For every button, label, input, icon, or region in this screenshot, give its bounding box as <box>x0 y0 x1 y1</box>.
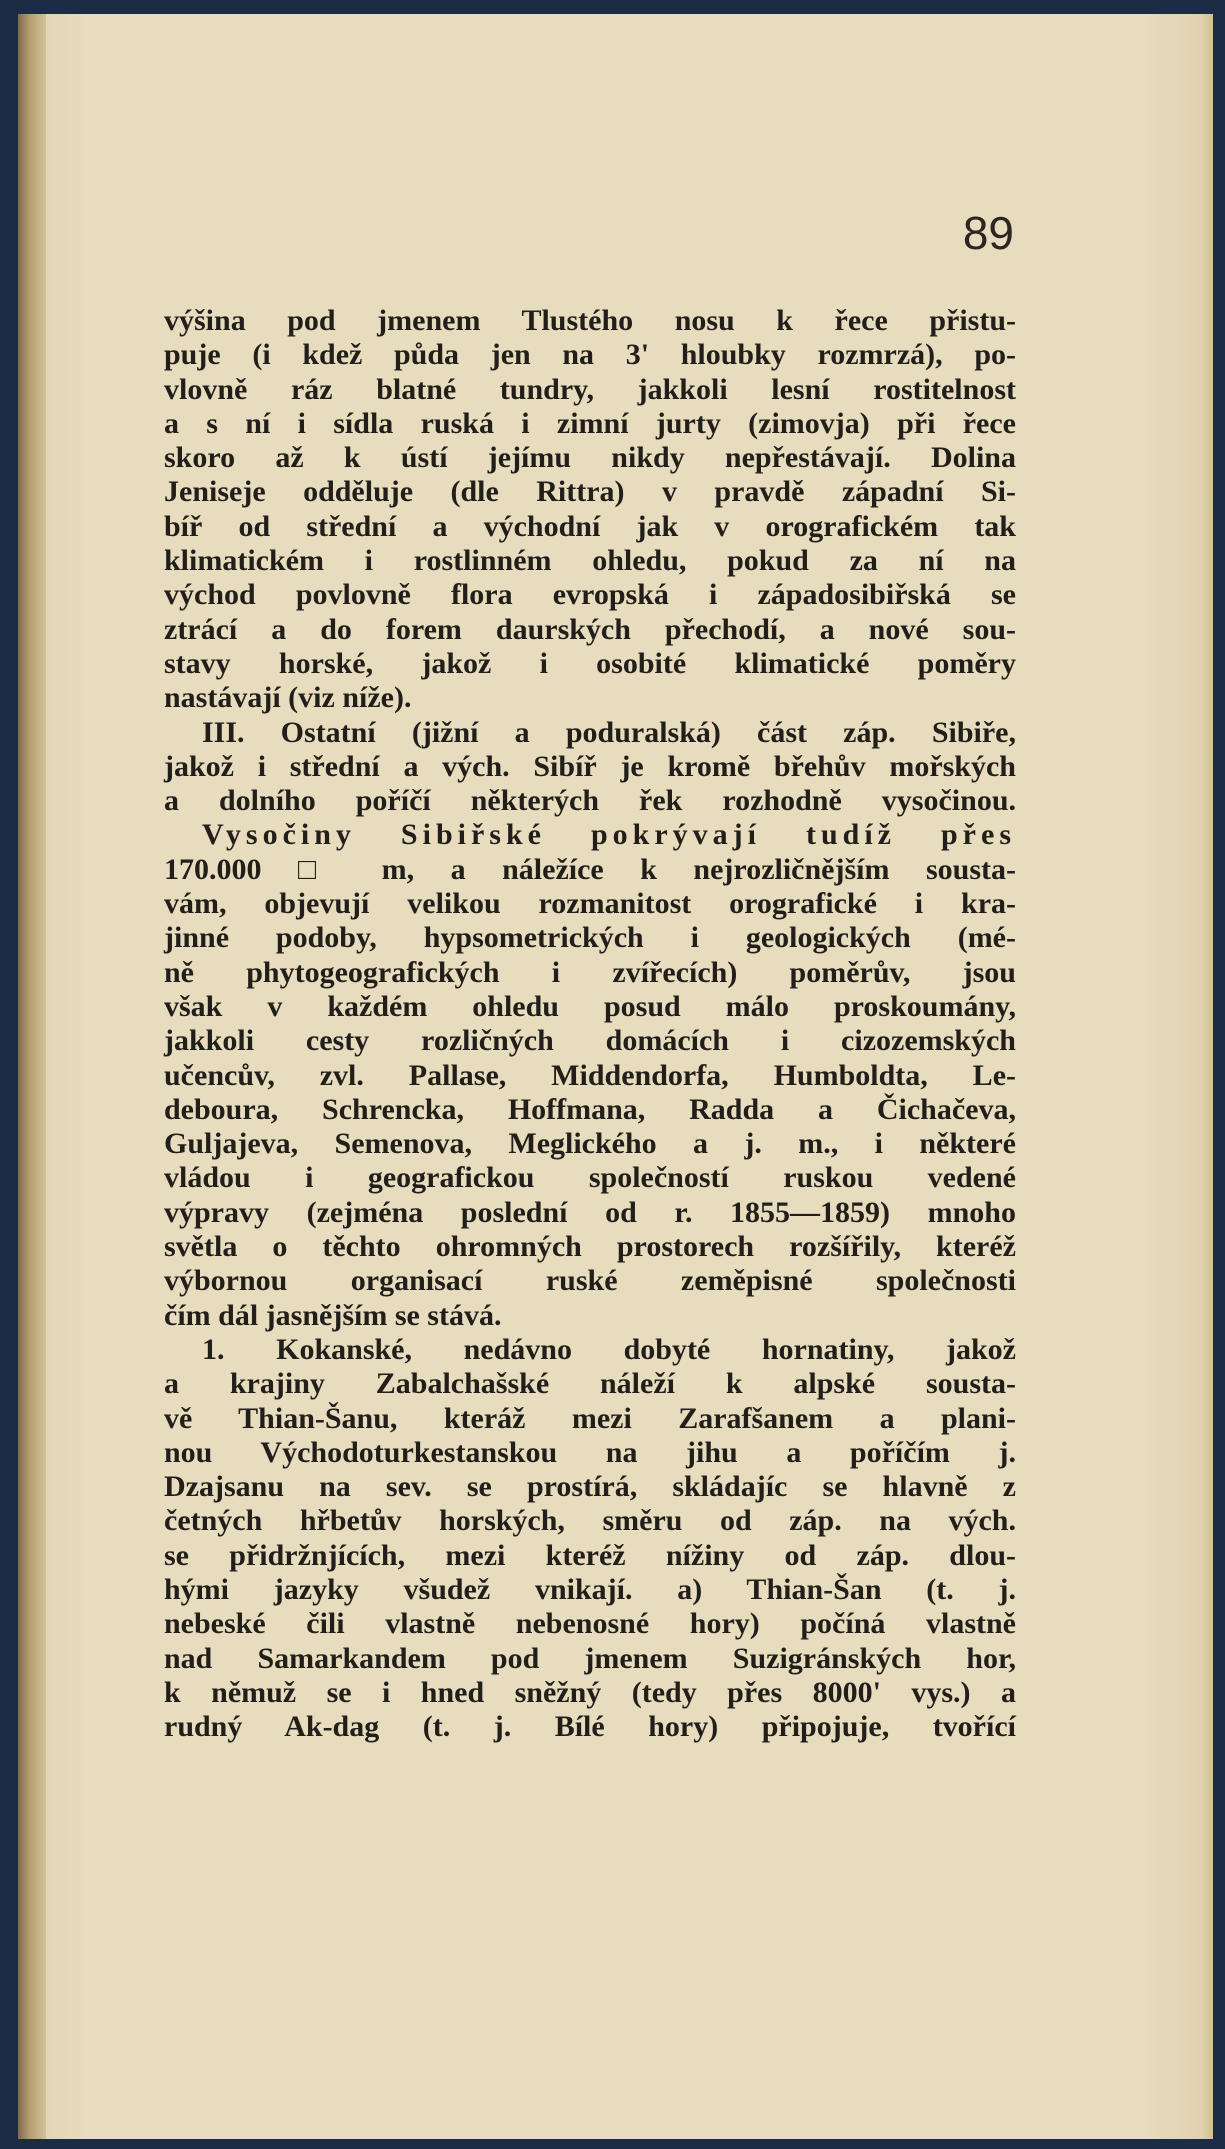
body-text <box>164 304 1016 1744</box>
text-line: Dzajsanu na sev. se prostírá, skládajíc se hlavně z <box>164 1470 1016 1504</box>
text-line: ně phytogeografických i zvířecích) poměrův, jsou <box>164 955 1016 989</box>
text-line: výbornou organisací ruské zeměpisné společnosti <box>164 1264 1016 1298</box>
page-number: 89 <box>962 207 1014 259</box>
text-line: se přidržnjících, mezi kteréž nížiny od záp. dlou- <box>164 1538 1016 1572</box>
text-line: Jeniseje odděluje (dle Rittra) v pravdě západní Si- <box>164 475 1016 509</box>
text-line: hými jazyky všudež vnikají. a) Thian-Šan (t. j. <box>164 1572 1016 1606</box>
text-line: výpravy (zejména poslední od r. 1855—1859) mnoho <box>164 1195 1016 1229</box>
text-line: vám, objevují velikou rozmanitost orografické i kra- <box>164 887 1016 921</box>
section-heading-line: III. Ostatní (jižní a poduralská) část záp. Sibiře, <box>202 715 1016 749</box>
text-line: puje (i kdež půda jen na 3' hloubky rozmrzá), po- <box>164 338 1016 372</box>
text-line: skoro až k ústí jejímu nikdy nepřestávají. Dolina <box>164 441 1016 475</box>
text-line: ztrácí a do forem daurských přechodí, a nové sou- <box>164 612 1016 646</box>
text-line: četných hřbetův horských, směru od záp. na vých. <box>164 1504 1016 1538</box>
text-line: učencův, zvl. Pallase, Middendorfa, Humboldta, Le- <box>164 1058 1016 1092</box>
text-line: Guljajeva, Semenova, Meglického a j. m., i některé <box>164 1127 1016 1161</box>
text-line: klimatickém i rostlinném ohledu, pokud za ní na <box>164 544 1016 578</box>
text-line: Vysočiny Sibiřské pokrývají tudíž přes <box>202 818 1016 852</box>
text-line: východ povlovně flora evropská i západosibiřská se <box>164 578 1016 612</box>
book-page <box>18 14 1213 2139</box>
text-line: 170.000 □ m, a náležíce k nejrozličnějším sousta- <box>164 852 1016 886</box>
text-line: však v každém ohledu posud málo proskoumány, <box>164 989 1016 1023</box>
text-line: světla o těchto ohromných prostorech rozšířily, kteréž <box>164 1230 1016 1264</box>
text-line: deboura, Schrencka, Hoffmana, Radda a Čichačeva, <box>164 1092 1016 1126</box>
text-line: nastávají (viz níže). <box>164 681 412 715</box>
text-line: a s ní i sídla ruská i zimní jurty (zimovja) při řece <box>164 406 1016 440</box>
text-line: vlovně ráz blatné tundry, jakkoli lesní rostitelnost <box>164 372 1016 406</box>
text-line: rudný Ak-dag (t. j. Bílé hory) připojuje, tvořící <box>164 1710 1016 1744</box>
text-line: jakož i střední a vých. Sibíř je kromě břehův mořských <box>164 749 1016 783</box>
text-line: vě Thian-Šanu, kteráž mezi Zarafšanem a plani- <box>164 1401 1016 1435</box>
text-line: bíř od střední a východní jak v orografickém tak <box>164 509 1016 543</box>
text-line: čím dál jasnějším se stává. <box>164 1298 502 1332</box>
text-line: výšina pod jmenem Tlustého nosu k řece přistu- <box>164 304 1016 337</box>
text-line: a krajiny Zabalchašské náleží k alpské sousta- <box>164 1367 1016 1401</box>
text-line: vládou i geografickou společností ruskou vedené <box>164 1161 1016 1195</box>
text-line: stavy horské, jakož i osobité klimatické poměry <box>164 646 1016 680</box>
text-line: nebeské čili vlastně nebenosné hory) počíná vlastně <box>164 1607 1016 1641</box>
text-line: nad Samarkandem pod jmenem Suzigránských hor, <box>164 1641 1016 1675</box>
page-binding-shadow <box>18 14 46 2139</box>
text-line: a dolního poříčí některých řek rozhodně vysočinou. <box>164 784 1016 818</box>
text-line: nou Východoturkestanskou na jihu a poříčím j. <box>164 1435 1016 1469</box>
text-line: jinné podoby, hypsometrických i geologických (mé- <box>164 921 1016 955</box>
text-line: k němuž se i hned sněžný (tedy přes 8000' vys.) a <box>164 1675 1016 1709</box>
text-line: jakkoli cesty rozličných domácích i cizozemských <box>164 1024 1016 1058</box>
text-line: 1. Kokanské, nedávno dobyté hornatiny, jakož <box>202 1332 1016 1366</box>
